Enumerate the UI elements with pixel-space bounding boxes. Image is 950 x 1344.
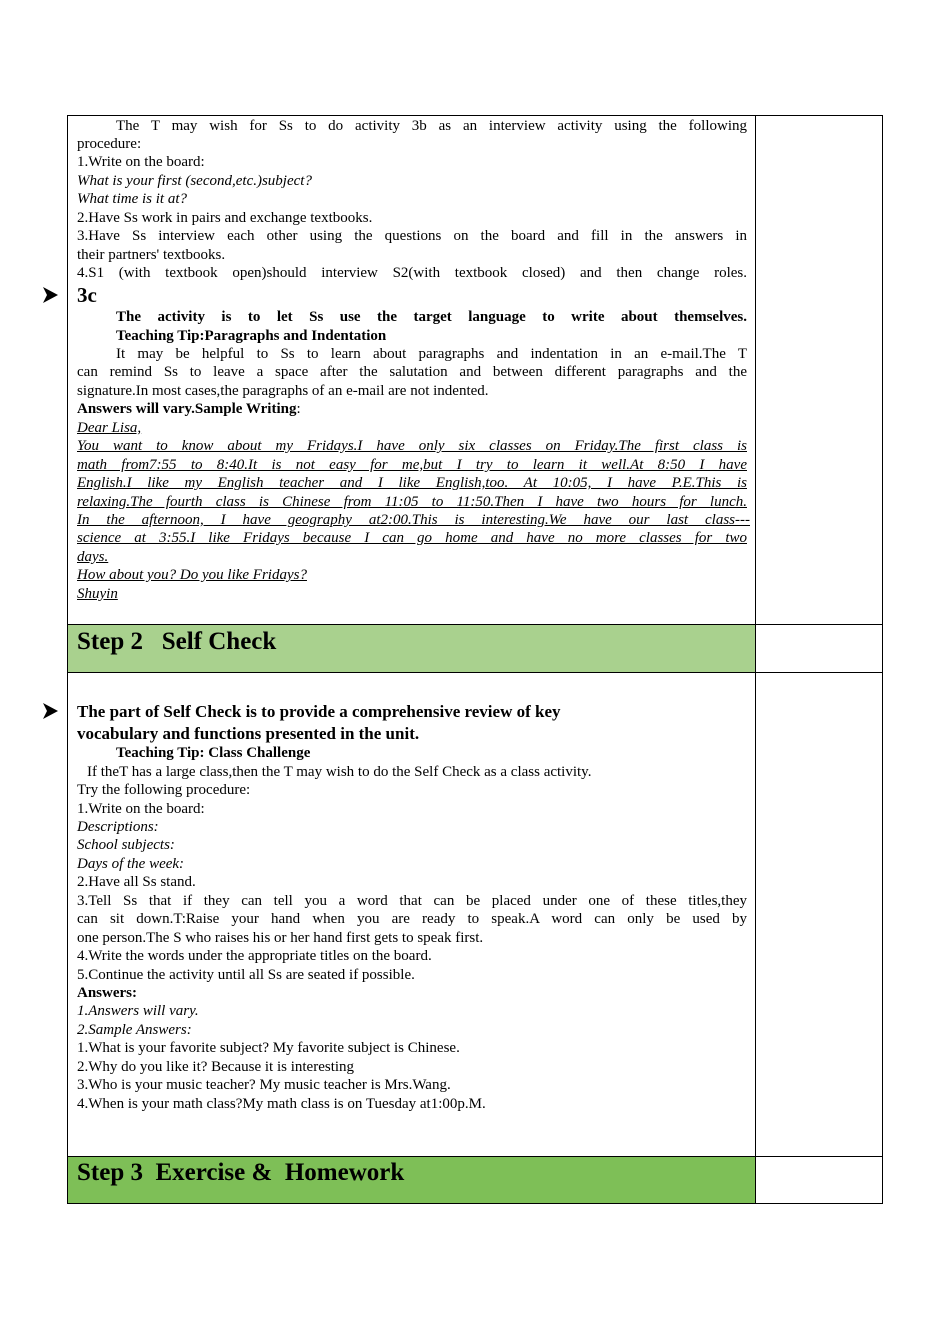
self-check-purpose: The part of Self Check is to provide a comprehensive review of key (77, 702, 561, 721)
sample-letter-line: days. (77, 549, 109, 565)
teaching-tip-text: can remind Ss to leave a space after the salutation and between different paragraphs and the (77, 364, 747, 380)
step2-title: Step 2 Self Check (77, 628, 277, 655)
teaching-tip-text: If theT has a large class,then the T may wish to do the Self Check as a class activity. (87, 764, 592, 780)
sample-letter-line: relaxing.The fourth class is Chinese from 11:05 to 11:50.Then I have two hours for lunch. (77, 494, 747, 510)
procedure-step: 4.Write the words under the appropriate titles on the board. (77, 948, 432, 964)
answer-line: 1.Answers will vary. (77, 1003, 199, 1019)
step3-title: Step 3 Exercise & Homework (77, 1159, 405, 1186)
teaching-tip-title: Teaching Tip:Paragraphs and Indentation (116, 328, 387, 344)
sample-letter-line: English.I like my English teacher and I like English,too. At 10:05, I have P.E.This is (77, 475, 747, 491)
teaching-tip-text: signature.In most cases,the paragraphs of an e-mail are not indented. (77, 383, 489, 399)
teaching-tip-text: Try the following procedure: (77, 782, 251, 798)
sample-answer: 4.When is your math class?My math class is on Tuesday at1:00p.M. (77, 1096, 486, 1112)
teaching-tip-text: It may be helpful to Ss to learn about paragraphs and indentation in an e-mail.The T (116, 346, 747, 362)
sample-answer: 3.Who is your music teacher? My music teacher is Mrs.Wang. (77, 1077, 451, 1093)
teaching-tip-title: Teaching Tip: Class Challenge (116, 745, 311, 761)
board-title: Days of the week: (77, 856, 185, 872)
intro-text: The T may wish for Ss to do activity 3b as an interview activity using the following (116, 118, 747, 134)
sample-letter-line: math from7:55 to 8:40.It is not easy for me,but I try to learn it well.At 8:50 I have (77, 457, 747, 473)
activity-purpose: The activity is to let Ss use the target language to write about themselves. (116, 309, 747, 325)
board-question: What is your first (second,etc.)subject? (77, 173, 312, 189)
table-row-divider (67, 672, 883, 673)
bullet-arrow-icon (42, 286, 59, 304)
sample-letter-line: You want to know about my Fridays.I have only six classes on Friday.The first class is (77, 438, 747, 454)
procedure-step: 1.Write on the board: (77, 801, 205, 817)
board-question: What time is it at? (77, 191, 187, 207)
procedure-step: 1.Write on the board: (77, 154, 205, 170)
answers-label-colon: : (296, 401, 301, 417)
answers-label-text: Answers will vary.Sample Writing (77, 401, 297, 417)
board-title: Descriptions: (77, 819, 159, 835)
table-column-divider (755, 115, 756, 1204)
sample-letter-line: Shuyin (77, 586, 118, 602)
sample-letter-line: Dear Lisa, (77, 420, 142, 436)
sample-letter-line: How about you? Do you like Fridays? (77, 567, 307, 583)
section-heading-3c: 3c (77, 283, 97, 307)
board-title: School subjects: (77, 837, 175, 853)
procedure-step: 5.Continue the activity until all Ss are seated if possible. (77, 967, 415, 983)
answers-label: Answers: (77, 985, 137, 1001)
procedure-step: can sit down.T:Raise your hand when you are ready to speak.A word can only be used by (77, 911, 747, 927)
sample-answer: 2.Why do you like it? Because it is interesting (77, 1059, 355, 1075)
procedure-step: 2.Have Ss work in pairs and exchange textbooks. (77, 210, 373, 226)
answers-label (77, 400, 747, 418)
sample-answer: 1.What is your favorite subject? My favorite subject is Chinese. (77, 1040, 460, 1056)
procedure-step: 2.Have all Ss stand. (77, 874, 196, 890)
procedure-step: one person.The S who raises his or her hand first gets to speak first. (77, 930, 484, 946)
procedure-step: 4.S1 (with textbook open)should interview S2(with textbook closed) and then change roles. (77, 265, 747, 281)
procedure-step: their partners' textbooks. (77, 247, 226, 263)
self-check-purpose: vocabulary and functions presented in the unit. (77, 724, 420, 743)
answer-line: 2.Sample Answers: (77, 1022, 192, 1038)
sample-letter-line: In the afternoon, I have geography at2:00.This is interesting.We have our last class--- (77, 512, 750, 528)
bullet-arrow-icon (42, 702, 59, 720)
procedure-step: 3.Have Ss interview each other using the questions on the board and fill in the answers in (77, 228, 747, 244)
sample-letter-line: science at 3:55.I like Fridays because I can go home and have no more classes for two (77, 530, 747, 546)
intro-text: procedure: (77, 136, 142, 152)
procedure-step: 3.Tell Ss that if they can tell you a word that can be placed under one of these titles,they (77, 893, 747, 909)
